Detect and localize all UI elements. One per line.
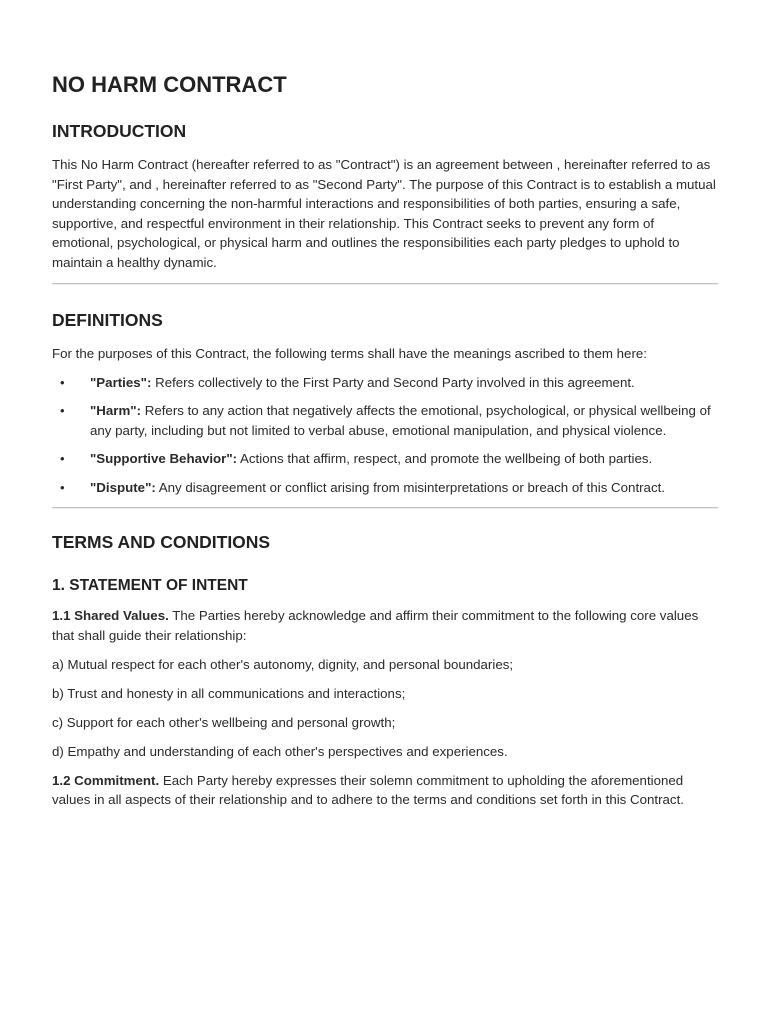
definition-item-supportive-behavior xyxy=(52,449,718,469)
definition-item-harm xyxy=(52,401,718,440)
definitions-list xyxy=(52,373,718,498)
definitions-heading: DEFINITIONS xyxy=(52,310,163,330)
clause-label: 1.2 Commitment. xyxy=(52,772,160,788)
value-item: c) Support for each other's wellbeing and personal growth; xyxy=(52,714,396,730)
clause-1-2 xyxy=(52,771,718,810)
definition-term: "Harm": xyxy=(90,403,142,418)
definition-text: Refers to any action that negatively affects the emotional, psychological, or physical wellbeing of any party, including but not limited to verbal abuse, emotional manipulation, and physical violence. xyxy=(90,403,711,438)
value-item: d) Empathy and understanding of each other's perspectives and experiences. xyxy=(52,743,508,759)
definition-text: Refers collectively to the First Party and Second Party involved in this agreement. xyxy=(151,374,635,390)
document-title: NO HARM CONTRACT xyxy=(52,72,287,97)
contract-document xyxy=(52,70,718,810)
bullet-icon: • xyxy=(60,374,65,390)
terms-heading: TERMS AND CONDITIONS xyxy=(52,532,271,552)
definition-text: Any disagreement or conflict arising from misinterpretations or breach of this Contract. xyxy=(155,479,665,495)
clause-1-1 xyxy=(52,606,718,645)
definitions-intro: For the purposes of this Contract, the following terms shall have the meanings ascribed to them here: xyxy=(52,346,647,361)
section-divider xyxy=(52,283,718,284)
definition-term: "Dispute": xyxy=(90,479,156,495)
value-item: a) Mutual respect for each other's autonomy, dignity, and personal boundaries; xyxy=(52,656,514,672)
clause-label: 1.1 Shared Values. xyxy=(52,608,169,623)
definition-item-parties xyxy=(52,373,718,393)
bullet-icon: • xyxy=(60,451,65,466)
section-divider xyxy=(52,507,718,508)
introduction-paragraph: This No Harm Contract (hereafter referred to as "Contract") is an agreement between , hereinafter referred to as "First Party", and , hereinafter referred to as "Second Party". The purpose of this Contract is to establish a mutual understanding concerning the non-harmful interactions and responsibilities of both parties, ensuring a safe, supportive, and respectful environment in their relationship. This Contract seeks to prevent any form of emotional, psychological, or physical harm and outlines the responsibilities each party pledges to uphold to maintain a healthy dynamic. xyxy=(52,157,716,270)
bullet-icon: • xyxy=(60,403,65,418)
definition-item-dispute xyxy=(52,478,718,498)
definition-text: Actions that affirm, respect, and promote the wellbeing of both parties. xyxy=(237,451,653,466)
value-item: b) Trust and honesty in all communications and interactions; xyxy=(52,685,406,701)
statement-of-intent-heading: 1. STATEMENT OF INTENT xyxy=(52,577,248,594)
clause-text: The Parties hereby acknowledge and affirm their commitment to the following core values that shall guide their relationship: xyxy=(52,608,699,643)
clause-text: Each Party hereby expresses their solemn commitment to upholding the aforementioned values in all aspects of their relationship and to adhere to the terms and conditions set forth in this Contract. xyxy=(52,772,684,807)
bullet-icon: • xyxy=(60,479,65,495)
introduction-heading: INTRODUCTION xyxy=(52,121,187,141)
definition-term: "Supportive Behavior": xyxy=(90,451,238,466)
definition-term: "Parties": xyxy=(90,374,152,390)
